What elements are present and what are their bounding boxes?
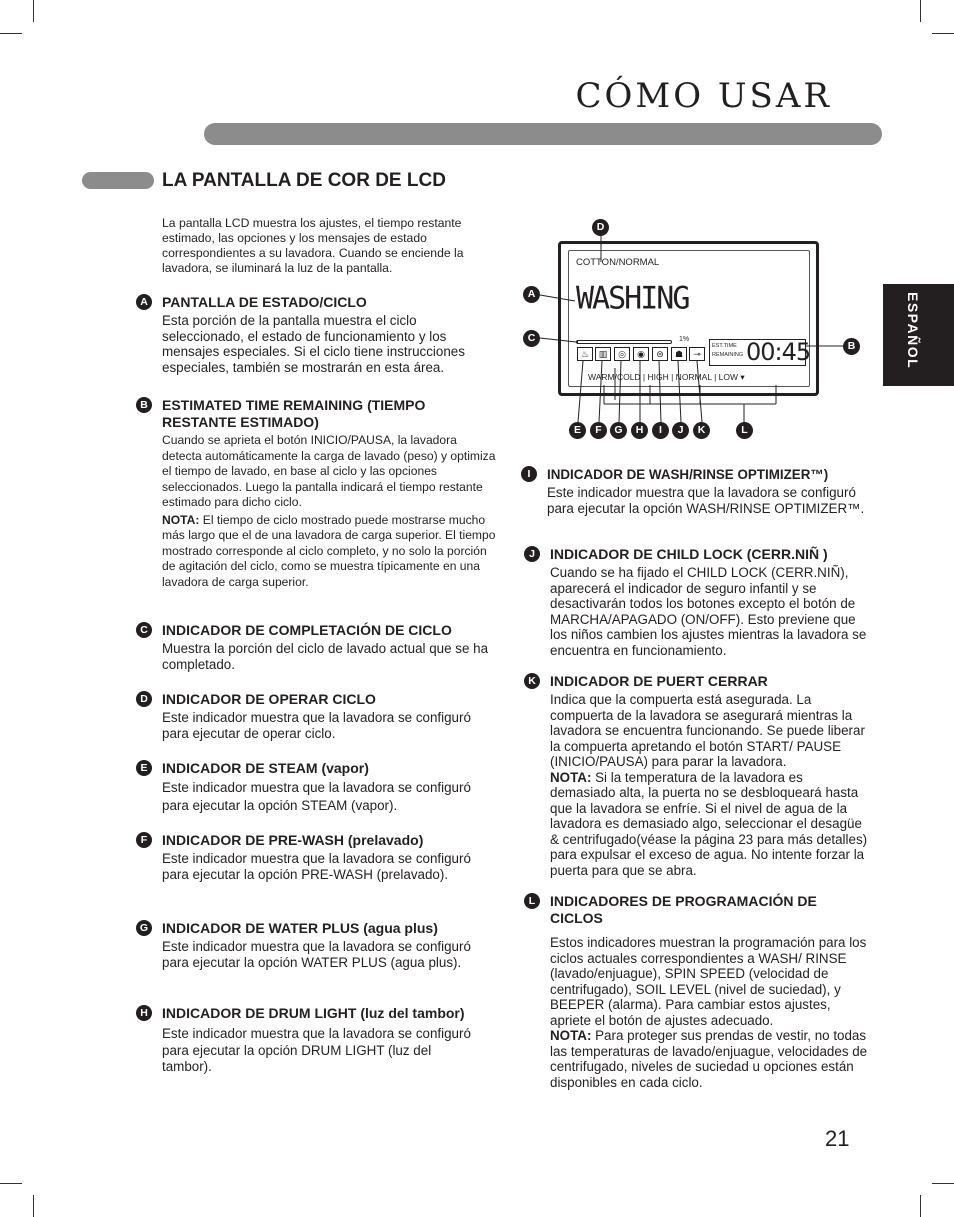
item-note xyxy=(550,1028,870,1090)
badge-l: L xyxy=(524,893,540,909)
badge-c: C xyxy=(136,622,152,638)
badge-e: E xyxy=(136,760,152,776)
item-title: INDICADOR DE DRUM LIGHT (luz del tambor) xyxy=(162,1005,465,1021)
item-title: INDICADOR DE COMPLETACIÓN DE CICLO xyxy=(162,622,452,638)
item-j xyxy=(529,546,868,658)
page-title: CÓMO USAR xyxy=(575,76,832,116)
item-title: INDICADOR DE STEAM (vapor) xyxy=(162,760,369,776)
callout-i: I xyxy=(652,422,669,439)
steam-icon: ♨ xyxy=(577,347,593,361)
callout-a: A xyxy=(523,286,540,303)
water-plus-icon: ◎ xyxy=(614,347,630,361)
language-tab-label: ESPAÑOL xyxy=(905,292,921,370)
lcd-remaining-label: REMAINING xyxy=(712,352,744,358)
note-label: NOTA: xyxy=(550,769,592,785)
callout-d: D xyxy=(592,219,609,236)
optimizer-icon: ⊜ xyxy=(652,347,668,361)
item-l xyxy=(528,893,870,1090)
callout-h: H xyxy=(631,422,648,439)
lcd-settings-row: WARM/COLD | HIGH | NORMAL | LOW ▾ xyxy=(588,372,745,382)
item-title: INDICADORES DE PROGRAMACIÓN DE CICLOS xyxy=(550,893,817,926)
intro-text: La pantalla LCD muestra los ajustes, el tiempo restante estimado, las opciones y los mensajes de estado correspondientes a su lavadora. Cuando se enciende la lavadora, se iluminará la luz de la pantalla. xyxy=(162,216,464,275)
item-title: PANTALLA DE ESTADO/CICLO xyxy=(162,294,367,310)
lcd-est-time-label: EST.TIME xyxy=(712,343,737,349)
callout-c: C xyxy=(523,330,540,347)
item-note xyxy=(550,770,870,879)
item-title: INDICADOR DE WASH/RINSE OPTIMIZER™) xyxy=(547,467,829,482)
callout-f: F xyxy=(590,422,607,439)
callout-k: K xyxy=(693,422,710,439)
page-number: 21 xyxy=(825,1126,850,1151)
badge-f: F xyxy=(136,832,152,848)
item-body: Este indicador muestra que la lavadora se configuró para ejecutar de operar ciclo. xyxy=(162,710,471,741)
callout-l: L xyxy=(736,422,753,439)
badge-k: K xyxy=(524,673,540,689)
note-text: Para proteger sus prendas de vestir, no todas las temperaturas de lavado/enjuague, velocidades de centrifugado, niveles de suciedad u opciones están disponibles en cada ciclo. xyxy=(550,1028,868,1090)
item-title: INDICADOR DE PUERT CERRAR xyxy=(550,673,768,689)
badge-j: J xyxy=(524,546,540,562)
drum-light-icon: ◉ xyxy=(633,347,649,361)
child-lock-icon: ☗ xyxy=(671,347,687,361)
item-title: ESTIMATED TIME REMAINING (TIEMPO RESTANTE ESTIMADO) xyxy=(162,397,426,430)
item-body: Cuando se aprieta el botón INICIO/PAUSA, la lavadora detecta automáticamente la carga de lavado (peso) y optimiza el tiempo de lavado, en base al ciclo y las opciones seleccionados. Luego la pantalla indicará el tiempo restante estimado para dicho ciclo. xyxy=(162,433,496,509)
item-title: INDICADOR DE OPERAR CICLO xyxy=(162,691,376,707)
badge-a: A xyxy=(136,294,152,310)
item-body: Cuando se ha fijado el CHILD LOCK (CERR.NIÑ), aparecerá el indicador de seguro infantil y se desactivarán todos los botones excepto el botón de MARCHA/APAGADO (ON/OFF). Esto previene que los niños cambien los ajustes mientras la lavadora se encuentra en funcionamiento. xyxy=(550,565,867,658)
prewash-icon: ▥ xyxy=(595,347,611,361)
badge-h: H xyxy=(136,1005,152,1021)
badge-d: D xyxy=(136,691,152,707)
callout-b: B xyxy=(843,338,860,355)
door-lock-icon: ⊸ xyxy=(689,347,705,361)
item-title: INDICADOR DE WATER PLUS (agua plus) xyxy=(162,920,438,936)
item-body: Este indicador muestra que la lavadora se configuró para ejecutar la opción WATER PLUS (agua plus). xyxy=(162,939,471,970)
callout-j: J xyxy=(672,422,689,439)
item-body: Estos indicadores muestran la programación para los ciclos actuales correspondientes a WASH/ RINSE (lavado/enjuague), SPIN SPEED (velocidad de centrifugado), SOIL LEVEL (nivel de suciedad), y BEEPER (alarma). Para cambiar estos ajustes, apriete el botón de ajustes adecuado. xyxy=(550,935,867,1028)
callout-e: E xyxy=(569,422,586,439)
lcd-time: 00:45 xyxy=(746,338,811,366)
item-body: Esta porción de la pantalla muestra el ciclo seleccionado, el estado de funcionamiento y los mensajes especiales. Si el ciclo tiene instrucciones especiales, también se mostrarán en esta área. xyxy=(162,313,465,375)
note-label: NOTA: xyxy=(162,512,200,527)
lcd-cycle: COTTON/NORMAL xyxy=(576,257,660,268)
item-k xyxy=(528,673,870,878)
note-label: NOTA: xyxy=(550,1028,592,1043)
item-body: Indica que la compuerta está asegurada. La compuerta de la lavadora se asegurará mientras la lavadora se encuentra funcionando. Se puede liberar la compuerta apretando el botón START/ PAUSE (INICIO/PAUSA) para parar la lavadora. xyxy=(550,692,865,769)
item-body: Este indicador muestra que la lavadora se configuró para ejecutar la opción STEAM (vapor). xyxy=(162,780,471,813)
note-text: El tiempo de ciclo mostrado puede mostrarse mucho más largo que el de una lavadora de carga superior. El tiempo mostrado corresponde al ciclo completo, y no solo la porción de agitación del ciclo, como se muestra típicamente en una lavadora de carga superior. xyxy=(162,512,496,589)
item-title: INDICADOR DE PRE-WASH (prelavado) xyxy=(162,832,424,848)
lcd-progress-label: 1% xyxy=(679,336,690,343)
item-title: INDICADOR DE CHILD LOCK (CERR.NIÑ ) xyxy=(550,546,828,562)
item-body: Este indicador muestra que la lavadora se configuró para ejecutar la opción PRE-WASH (prelavado). xyxy=(162,851,471,882)
badge-g: G xyxy=(136,920,152,936)
item-body: Este indicador muestra que la lavadora se configuró para ejecutar la opción WASH/RINSE OPTIMIZER™. xyxy=(547,485,865,516)
badge-i: I xyxy=(521,466,537,482)
section-title: LA PANTALLA DE COR DE LCD xyxy=(162,170,446,191)
item-body: Muestra la porción del ciclo de lavado actual que se ha completado. xyxy=(162,641,489,672)
item-i xyxy=(527,466,877,516)
item-body: Este indicador muestra que la lavadora se configuró para ejecutar la opción DRUM LIGHT (luz del tambor). xyxy=(162,1026,471,1074)
callout-g: G xyxy=(610,422,627,439)
lcd-status: WASHING xyxy=(576,280,689,317)
badge-b: B xyxy=(136,397,152,413)
note-text: Si la temperatura de la lavadora es demasiado alta, la puerta no se desbloqueará hasta que la lavadora se enfríe. Si el nivel de agua de la lavadora es demasiado algo, seleccionar el desagüe & centrifugado(véase la página 23 para más detalles) para expulsar el exceso de agua. No intente forzar la puerta para que se abra. xyxy=(550,769,868,878)
